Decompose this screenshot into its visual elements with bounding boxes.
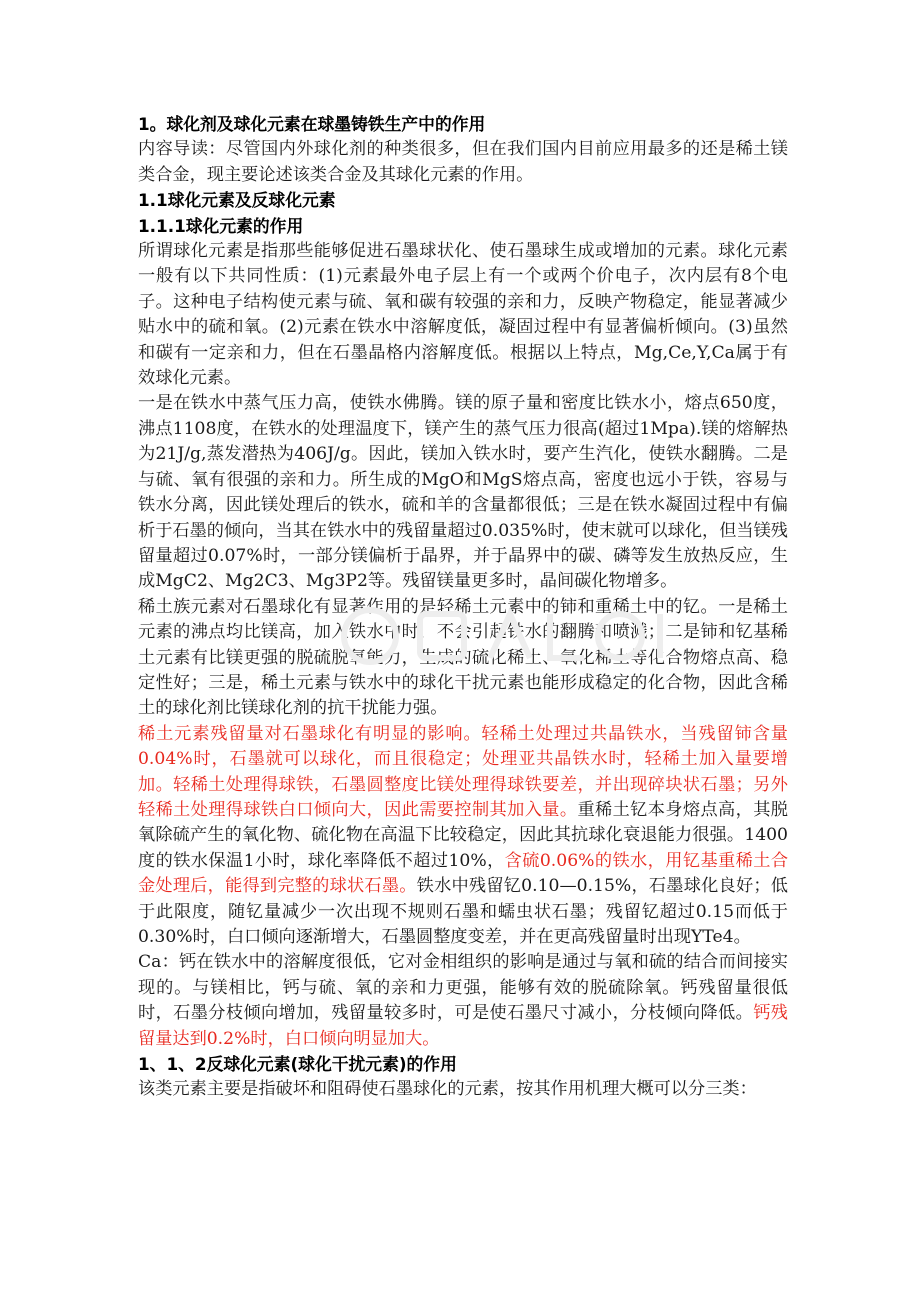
paragraph-rare-earth: 稀土族元素对石墨球化有显著作用的是轻稀土元素中的铈和重稀土中的钇。一是稀土元素的沸点均比镁高，加入铁水中时，不会引起铁水的翻腾和喷溅；二是铈和钇基稀土元素有比镁更强的脱硫脱氧能力，生成的硫化稀土、氧化稀土等化合物熔点高、稳定性好；三是，稀土元素与铁水中的球化干扰元素也能形成稳定的化合物，因此含稀土的球化剂比镁球化剂的抗干扰能力强。 (138, 596, 788, 719)
paragraph-anti-spheroidizing: 该类元素主要是指破坏和阻碍使石墨球化的元素，按其作用机理大概可以分三类： (138, 1079, 757, 1100)
document-title: 1。球化剂及球化元素在球墨铸铁生产中的作用 (138, 114, 486, 134)
text-heavy-rare-earth: 重稀土钇本身熔点高，其脱氧除硫产生的氧化物、硫化物在高温下比较稳定，因此其抗球化衰退能力很强。1400度的铁水保温1小时，球化率降低不超过10%， (138, 799, 788, 871)
highlight-sulfur-yttrium: 含硫0.06%的铁水，用钇基重稀土合金处理后，能得到完整的球状石墨。 (138, 850, 789, 897)
text-residual-yttrium: 铁水中残留钇0.10—0.15%，石墨球化良好；低于此限度，随钇量减少一次出现不规则石墨和蠕虫状石墨；残留钇超过0.15而低于0.30%时，白口倾向逐渐增大，石墨圆整度变差，并在更高残留量时出现YTe4。 (138, 876, 788, 947)
highlight-calcium-residual: 钙残留量达到0.2%时，白口倾向明显加大。 (138, 1003, 788, 1049)
text-calcium: Ca：钙在铁水中的溶解度很低，它对金相组织的影响是通过与氧和硫的结合而间接实现的。与镁相比，钙与硫、氧的亲和力更强，能够有效的脱硫除氧。钙残留量很低时，石墨分枝倾向增加，残留量较多时，可是使石墨尺寸减小，分枝倾向降低。 (138, 952, 788, 1024)
section-heading-1-1-1: 1.1.1球化元素的作用 (138, 215, 304, 236)
section-heading-1-1: 1.1球化元素及反球化元素 (138, 190, 336, 211)
paragraph-magnesium: 一是在铁水中蒸气压力高，使铁水佛腾。镁的原子量和密度比铁水小，熔点650度，沸点1108度，在铁水的处理温度下，镁产生的蒸气压力很高(超过1Mpa).镁的熔解热为21J/g,蒸发潜热为406J/g。因此，镁加入铁水时，要产生汽化，使铁水翻腾。二是与硫、氧有很强的亲和力。所生成的MgO和MgS熔点高，密度也远小于铁，容易与铁水分离，因此镁处理后的铁水，硫和羊的含量都很低；三是在铁水凝固过程中有偏析于石墨的倾向，当其在铁水中的残留量超过0.035%时，使末就可以球化，但当镁残留量超过0.07%时，一部分镁偏析于晶界，并于晶界中的碳、磷等发生放热反应，生成MgC2、Mg2C3、Mg3P2等。残留镁量更多时，晶间碳化物增多。 (138, 393, 788, 592)
paragraph-spheroidizing-definition: 所谓球化元素是指那些能够促进石墨球状化、使石墨球生成或增加的元素。球化元素一般有以下共同性质：(1)元素最外电子层上有一个或两个价电子，次内层有8个电子。这种电子结构使元素与硫、氧和碳有较强的亲和力，反映产物稳定，能显著减少贴水中的硫和氧。(2)元素在铁水中溶解度低，凝固过程中有显著偏析倾向。(3)虽然和碳有一定亲和力，但在石墨晶格内溶解度低。根据以上特点，Mg,Ce,Y,Ca属于有效球化元素。 (138, 241, 788, 389)
section-heading-1-1-2: 1、1、2反球化元素(球化干扰元素)的作用 (138, 1054, 457, 1075)
paragraph-calcium (138, 950, 788, 1052)
highlight-light-rare-earth: 稀土元素残留量对石墨球化有明显的影响。轻稀土处理过共晶铁水，当残留铈含量0.04%时，石墨就可以球化，而且很稳定；处理亚共晶铁水时，轻稀土加入量要增加。轻稀土处理得球铁，石墨圆整度比镁处理得球铁要差，并出现碎块状石墨；另外轻稀土处理得球铁白口倾向大，因此需要控制其加入量。 (138, 723, 788, 820)
paragraph-rare-earth-residual (138, 722, 788, 951)
document-body (138, 112, 788, 1103)
intro-paragraph: 内容导读：尽管国内外球化剂的种类很多，但在我们国内目前应用最多的还是稀土镁类合金，现主要论述该类合金及其球化元素的作用。 (138, 139, 788, 185)
